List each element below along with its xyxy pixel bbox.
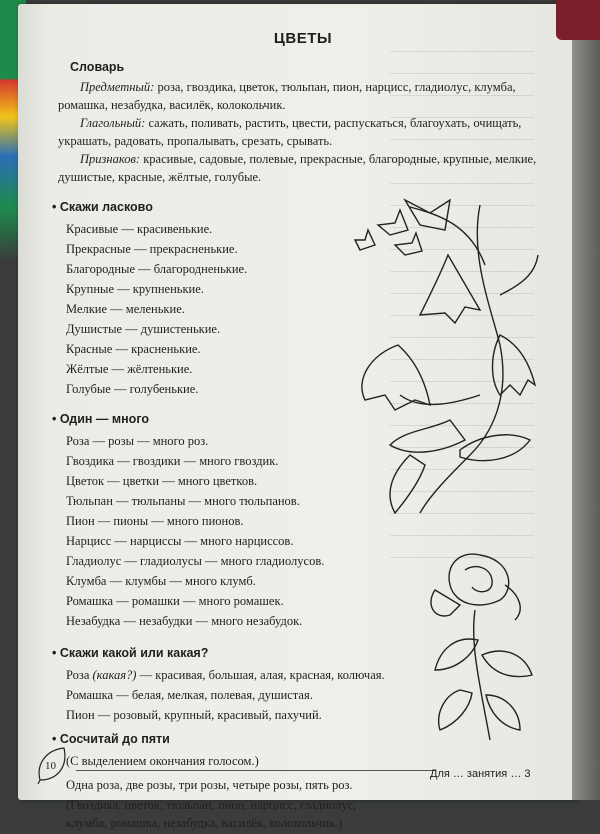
list-item: Жёлтые — жёлтенькие. [66, 362, 193, 376]
list-item: Пион — пионы — много пионов. [66, 514, 244, 528]
section-text-2: (Гвоздика, цветок, тюльпан, пион, нарцисс, гладиолус, клумба, ромашка, незабудка, василёк, колокольчик.) [66, 798, 357, 830]
list-item: Тюльпан — тюльпаны — много тюльпанов. [66, 494, 300, 508]
section-text: Одна роза, две розы, три розы, четыре розы, пять роз. [66, 778, 353, 792]
list-item: Прекрасные — прекрасненькие. [66, 242, 238, 256]
book-tab [556, 0, 600, 40]
item-question: (какая?) [92, 668, 137, 682]
section-odin-mnogo-heading: • Один — много [52, 410, 558, 428]
vocab-attr-text: красивые, садовые, полевые, прекрасные, благородные, крупные, мелкие, душистые, красные, жёлтые, голубые. [58, 152, 537, 184]
vocab-verb-text: сажать, поливать, растить, цвести, распускаться, благоухать, очищать, украшать, радовать, пропалывать, срезать, срывать. [58, 116, 522, 148]
list-item: Ромашка — ромашки — много ромашек. [66, 594, 284, 608]
list-item: Крупные — крупненькие. [66, 282, 204, 296]
list-item: Нарцисс — нарциссы — много нарциссов. [66, 534, 294, 548]
footer-rule [76, 770, 436, 771]
vocab-attr [58, 150, 558, 186]
list-item: Гвоздика — гвоздики — много гвоздик. [66, 454, 279, 468]
list-item: Красные — красненькие. [66, 342, 201, 356]
vocab-verb-label: Глагольный: [80, 116, 146, 130]
item-start: Роза [66, 668, 93, 682]
section-kakoy-heading: • Скажи какой или какая? [52, 644, 558, 662]
vocab-subject [58, 78, 558, 114]
list-item: Мелкие — меленькие. [66, 302, 185, 316]
vocab-subject-text: роза, гвоздика, цветок, тюльпан, пион, нарцисс, гладиолус, клумба, ромашка, незабудка, василёк, колокольчик. [58, 80, 516, 112]
page-title: ЦВЕТЫ [273, 30, 333, 47]
bellflower-illustration [350, 195, 540, 515]
list-item: Цветок — цветки — много цветков. [66, 474, 258, 488]
next-page-edge [572, 0, 600, 800]
list-item: Голубые — голубенькие. [66, 382, 199, 396]
vocab-subject-label: Предметный: [80, 80, 155, 94]
list-item: Пион — розовый, крупный, красивый, пахучий. [66, 708, 322, 722]
list-item: Красивые — красивенькие. [66, 222, 213, 236]
list-item: Благородные — благородненькие. [66, 262, 248, 276]
section-note: (С выделением окончания голосом.) [66, 754, 259, 768]
list-item: Душистые — душистенькие. [66, 322, 221, 336]
list-item: Клумба — клумбы — много клумб. [66, 574, 256, 588]
vocab-section [58, 58, 558, 186]
vocab-attr-label: Признаков: [80, 152, 141, 166]
vocab-heading: Словарь [70, 60, 125, 74]
list-item: Незабудка — незабудки — много незабудок. [66, 614, 303, 628]
rose-illustration [420, 545, 540, 745]
section-soschitay [58, 730, 558, 832]
list-item: Ромашка — белая, мелкая, полевая, душистая. [66, 688, 313, 702]
section-soschitay-heading: • Сосчитай до пяти [52, 730, 558, 748]
section-laskovo-heading: • Скажи ласково [52, 198, 558, 216]
page-number: 10 [45, 760, 56, 772]
list-item: Гладиолус — гладиолусы — много гладиолусов. [66, 554, 325, 568]
item-rest: — красивая, большая, алая, красная, колючая. [136, 668, 385, 682]
vocab-verb [58, 114, 558, 150]
list-item: Роза — розы — много роз. [66, 434, 209, 448]
footer-running-text: Для … занятия … 3 [430, 768, 531, 780]
